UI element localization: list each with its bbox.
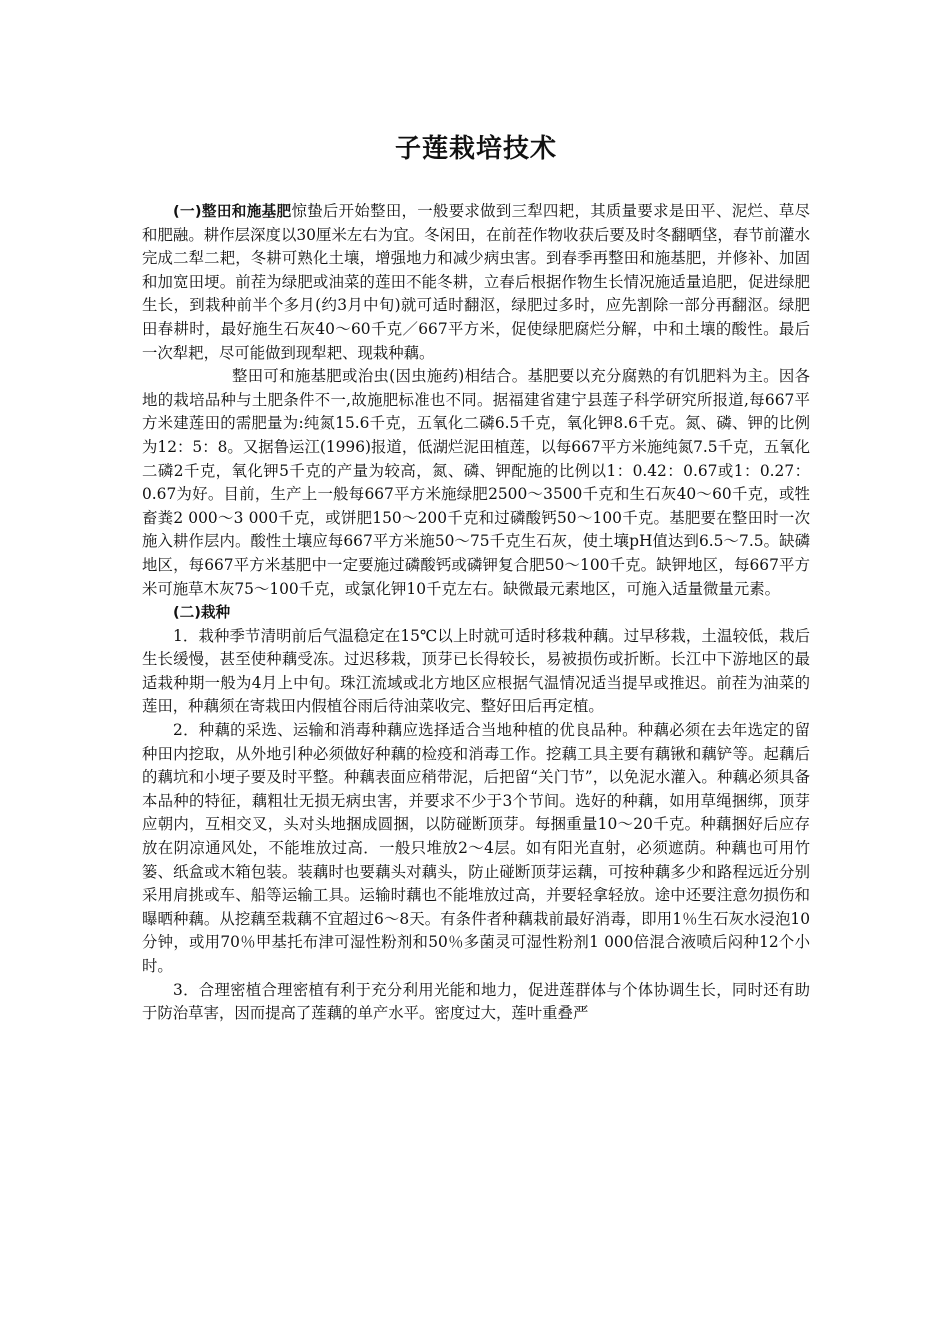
section2-paragraph-1: 1．栽种季节清明前后气温稳定在15℃以上时就可适时移栽种藕。过早移栽，土温较低，栽后生长缓慢，甚至使种藕受冻。过迟移栽，顶芽已长得较长，易被损伤或折断。长江中下游地区的最适栽种期一般为4月上中旬。珠江流域或北方地区应根据气温情况适当提早或推迟。前茬为油菜的莲田，种藕须在寄栽田内假植谷雨后待油菜收完、整好田后再定植。 [142, 626, 810, 716]
section2-heading: (二)栽种 [173, 604, 231, 622]
document-title: 子莲栽培技术 [394, 134, 557, 164]
section1-paragraph-1-text: 惊蛰后开始整田，一般要求做到三犁四耙，其质量要求是田平、泥烂、草尽和肥融。耕作层深度以30厘米左右为宜。冬闲田，在前茬作物收获后要及时冬翻晒垡，春节前灌水完成二犁二耙，冬耕可熟化土壤，增强地力和减少病虫害。到春季再整田和施基肥，并修补、加固和加宽田埂。前茬为绿肥或油菜的莲田不能冬耕，立春后根据作物生长情况施适量追肥，促进绿肥生长，到栽种前半个多月(约3月中旬)就可适时翻沤，绿肥过多时，应先割除一部分再翻沤。绿肥田春耕时，最好施生石灰40～60千克／667平方米，促使绿肥腐烂分解，中和土壤的酸性。最后一次犁耙，尽可能做到现犁耙、现栽种藕。 [142, 202, 810, 362]
section2-paragraph-3: 3．合理密植合理密植有利于充分利用光能和地力，促进莲群体与个体协调生长，同时还有助于防治草害，因而提高了莲藕的单产水平。密度过大，莲叶重叠严 [142, 980, 810, 1023]
section2-paragraph-2: 2．种藕的采选、运输和消毒种藕应选择适合当地种植的优良品种。种藕必须在去年选定的留种田内挖取，从外地引种必须做好种藕的检疫和消毒工作。挖藕工具主要有藕锹和藕铲等。起藕后的藕坑和小埂子要及时平整。种藕表面应稍带泥，后把留“关门节”，以免泥水灌入。种藕必须具备本品种的特征，藕粗壮无损无病虫害，并要求不少于3个节间。选好的种藕，如用草绳捆绑，顶芽应朝内，互相交叉，头对头地捆成圆捆，以防碰断顶芽。每捆重量10～20千克。种藕捆好后应存放在阴凉通风处，不能堆放过高．一般只堆放2～4层。如有阳光直射，必须遮荫。种藕也可用竹篓、纸盒或木箱包装。装藕时也要藕头对藕头，防止碰断顶芽运藕，可按种藕多少和路程远近分别采用肩挑或车、船等运输工具。运输时藕也不能堆放过高，并要轻拿轻放。途中还要注意勿损伤和曝晒种藕。从挖藕至栽藕不宜超过6～8天。有条件者种藕栽前最好消毒，即用1％生石灰水浸泡10分钟，或用70％甲基托布津可湿性粉剂和50％多菌灵可湿性粉剂1 000倍混合液喷后闷种12个小时。 [142, 721, 810, 975]
section1-heading: (一)整田和施基肥 [173, 203, 292, 220]
section1-paragraph-1 [142, 200, 810, 365]
section1-paragraph-2: 整田可和施基肥或治虫(因虫施药)相结合。基肥要以充分腐熟的有饥肥料为主。因各地的栽培品种与土肥条件不一,故施肥标准也不同。据福建省建宁县莲子科学研究所报道,每667平方米建莲田的需肥量为:纯氮15.6千克，五氧化二磷6.5千克，氧化钾8.6千克。氮、磷、钾的比例为12：5：8。又据鲁运江(1996)报道，低湖烂泥田植莲，以每667平方米施纯氮7.5千克，五氧化二磷2千克，氧化钾5千克的产量为较高，氮、磷、钾配施的比例以1：0.42：0.67或1：0.27：0.67为好。目前，生产上一般每667平方米施绿肥2500～3500千克和生石灰40～60千克，或牲畜粪2 000～3 000千克，或饼肥150～200千克和过磷酸钙50～100千克。基肥要在整田时一次施入耕作层内。酸性土壤应每667平方米施50～75千克生石灰，使土壤pH值达到6.5～7.5。缺磷地区，每667平方米基肥中一定要施过磷酸钙或磷钾复合肥50～100千克。缺钾地区，每667平方米可施草木灰75～100千克，或氯化钾10千克左右。缺微最元素地区，可施入适量微量元素。 [142, 367, 810, 598]
document-body [142, 200, 810, 1026]
